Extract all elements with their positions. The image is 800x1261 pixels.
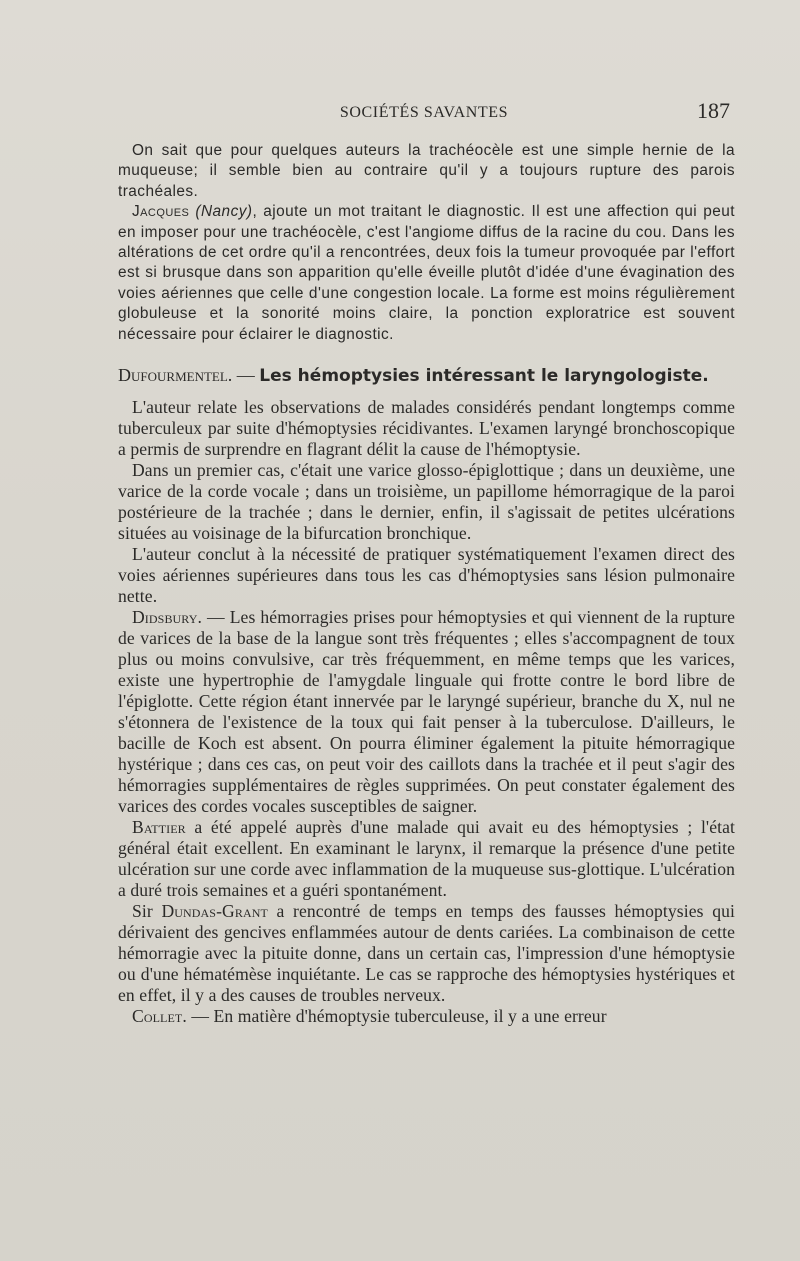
author-name: Dundas-Grant [161, 901, 268, 922]
intro-section [118, 141, 735, 345]
author-name: Jacques [132, 203, 190, 221]
paragraph-2: Dans un premier cas, c'était une varice glosso-épiglottique ; dans un deuxième, une varice de la corde vocale ; dans un troisième, un papillome hémorragique de la paroi postérieure de la trachée ; dans le dernier, enfin, il s'agissait de petites ulcérations situées au voisinage de la bifurcation bronchique. [118, 460, 735, 544]
paragraph-text: . — Les hémorragies prises pour hémoptysies et qui viennent de la rupture de varices de la base de la langue sont très fréquentes ; elles s'accompagnent de toux plus ou moins convulsive, car très fréquemment, en même temps que les varices, existe une hypertrophie de l'amygdale linguale qui frotte contre le bord libre de l'épiglotte. Cette région étant innervée par le laryngé supérieur, branche du X, nul ne s'étonnera de l'existence de la toux qui fait penser à la tuberculose. D'ailleurs, le bacille de Koch est absent. On pourra éliminer également la pituite hémorragique hystérique ; dans ces cas, on peut voir des caillots dans la trachée et il peut s'agir des hémorragies supplémentaires de règles supprimées. On peut constater également des varices des cordes vocales susceptibles de saigner. [118, 607, 735, 817]
author-name: Collet [132, 1006, 183, 1027]
page-header [118, 98, 730, 128]
section-author: Dufourmentel [118, 365, 228, 386]
paragraph-4 [118, 607, 735, 817]
author-prefix: Sir [132, 901, 162, 922]
page-body [118, 141, 735, 1027]
paragraph-text: a été appelé auprès d'une malade qui avait eu des hémoptysies ; l'état général était excellent. En examinant le larynx, il remarque la présence d'une petite ulcération sur une corde avec inflammation de la muqueuse sus-glottique. L'ulcération a duré trois semaines et a guéri spontanément. [118, 817, 735, 901]
paragraph-text: a rencontré de temps en temps des fausses hémoptysies qui dérivaient des gencives enflammées autour de dents cariées. La combinaison de cette hémorragie avec la pituite donne, dans un certain cas, l'impression d'une hémoptysie ou d'une hématémèse inquiétante. Le cas se rapproche des hémoptysies hystériques et en effet, il y a des causes de troubles nerveux. [118, 901, 735, 1006]
author-name: Didsbury [132, 607, 198, 628]
paragraph-text: . — En matière d'hémoptysie tuberculeuse, il y a une erreur [182, 1006, 607, 1027]
section-dash: . — [227, 365, 260, 386]
intro-paragraph-1: On sait que pour quelques auteurs la trachéocèle est une simple hernie de la muqueuse; il semble bien au contraire qu'il y a toujours rupture des parois trachéales. [118, 142, 735, 200]
paragraph-text: , ajoute un mot traitant le diagnostic. Il est une affection qui peut en imposer pour une trachéocèle, c'est l'angiome diffus de la racine du cou. Dans les altérations de cet ordre qu'il a rencontrées, deux fois la tumeur provoquée par l'effort est si brusque dans son apparition qu'elle éveille plutôt d'idée d'une évagination des voies aériennes que celle d'une congestion locale. La forme est moins régulièrement globuleuse et la sonorité moins claire, la ponction exploratrice est souvent nécessaire pour éclairer le diagnostic. [118, 203, 735, 343]
running-title: SOCIÉTÉS SAVANTES [339, 104, 509, 121]
page-number: 187 [697, 98, 730, 123]
paragraph-3: L'auteur conclut à la nécessité de pratiquer systématiquement l'examen direct des voies aériennes supérieures dans tous les cas d'hémoptysies sans lésion pulmonaire nette. [118, 544, 735, 607]
main-section [118, 397, 735, 1027]
section-heading [118, 364, 735, 387]
paragraph-6 [118, 901, 735, 1006]
section-title: Les hémoptysies intéressant le laryngologiste. [259, 366, 709, 387]
paragraph-7 [118, 1006, 735, 1027]
author-name: Battier [132, 817, 186, 838]
paragraph-5 [118, 817, 735, 901]
intro-paragraph-2 [118, 202, 735, 345]
paragraph-1: L'auteur relate les observations de malades considérés pendant longtemps comme tuberculeux par suite d'hémoptysies récidivantes. L'examen laryngé bronchoscopique a permis de surprendre en flagrant délit la cause de l'hémoptysie. [118, 397, 735, 460]
author-city: (Nancy) [195, 203, 253, 221]
